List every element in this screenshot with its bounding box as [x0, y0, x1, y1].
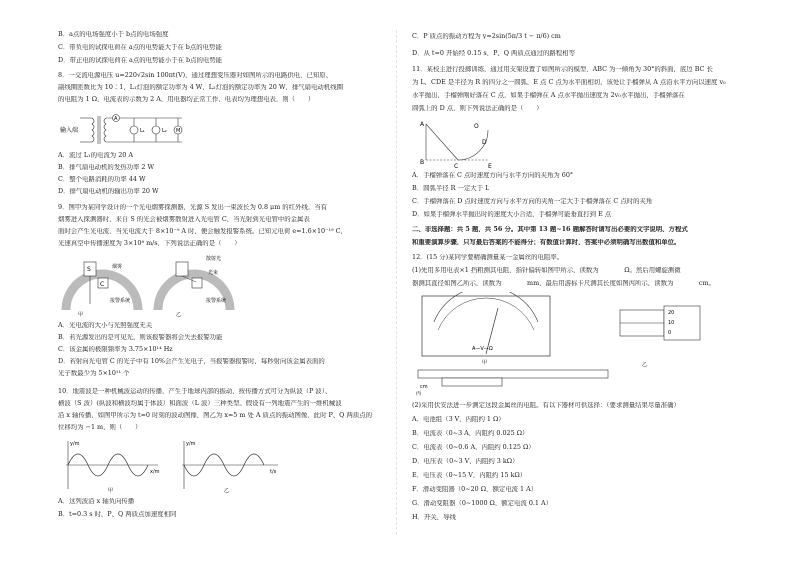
q11-stem-line: 为 L，CDE 是半径为 R 的四分之一圆弧，E 点 C 点为水平面相切，该处让手榴弹从 A 点沿水平方向以速度 v₀ — [412, 79, 726, 86]
svg-text:x/m: x/m — [150, 469, 160, 475]
svg-text:报警系统: 报警系统 — [206, 298, 227, 304]
q9-stem-line: 面时会产生光电流，当光电流大于 8×10⁻⁹ A 时，便会触发报警系统。已知元电荷 e=1.6×10⁻¹⁹ C， — [58, 228, 347, 235]
svg-text:甲: 甲 — [78, 312, 84, 318]
q9-option-c: C．该金属的极限频率为 3.75×10¹⁴ Hz — [58, 346, 173, 353]
q10-option-b: B．t=0.3 s 时，P、Q 两质点加速度相同 — [58, 511, 177, 518]
svg-text:y/m: y/m — [70, 441, 80, 447]
q12-stem-line: 12．(15 分)某同学要精确测量某一金属丝的电阻率。 — [412, 254, 564, 261]
svg-text:t/s: t/s — [270, 469, 277, 475]
wave-graph-2 — [182, 441, 278, 493]
q8-option-b: B．排气扇电动机的发热功率 2 W — [58, 164, 155, 171]
svg-text:甲: 甲 — [108, 488, 114, 493]
svg-text:0: 0 — [668, 330, 672, 336]
svg-text:A: A — [114, 116, 118, 122]
lamp-l2-symbol — [152, 126, 160, 134]
q11-option-d: D．如果手榴弹水平抛出时的速度大小合适，手榴弹可能垂直打到 E 点 — [412, 211, 612, 218]
svg-text:L₁: L₁ — [140, 128, 145, 134]
q10-stem-line: 横波（S 波）(纵波和横波均属于体波）和面波（L 波）三种类型。假设有一列地震产生的一维机械波 — [58, 400, 342, 407]
svg-text:A—V—Ω: A—V—Ω — [472, 346, 493, 352]
q9-option-b: B．若光源发出的是可见光，则该报警器将会失去报警功能 — [58, 334, 223, 341]
q7-option-d: D．带正电的试探电荷在 a点的电势能小于在 b点的电势能 — [58, 57, 223, 64]
q12-part2: (2)采用伏安法进一步测定这段金属丝的电阻。有以下器材可供选择：（要求测量结果尽量准确） — [412, 402, 680, 409]
q9-option-a: A．光电流的大小与光照强度无关 — [58, 322, 153, 329]
equipment-item: A．电池组（3 V，内阻约 1 Ω） — [412, 416, 505, 423]
q12-instruments-figure — [412, 292, 612, 396]
svg-text:甲: 甲 — [482, 360, 488, 366]
svg-text:20: 20 — [668, 310, 675, 316]
q10-stem-line: 位移均为 −1 m，则（ ） — [58, 424, 142, 431]
svg-text:E: E — [488, 163, 492, 170]
q8-stem-line: 的电阻为 1 Ω，电流表的示数为 2 A，用电器均正常工作，电表均为理想电表，则（ ） — [58, 96, 315, 103]
q10-stem-line: 沿 x 轴传播，如图甲所示为 t=0 时刻的波动图像，图乙为 x=5 m 处 A 质点的振动图像，此时 P、Q 两质点的 — [58, 412, 373, 419]
q9-smoke-detector-figure — [58, 254, 258, 318]
svg-text:A: A — [420, 121, 425, 128]
q11-stem-line: 水平抛出，手榴弹刚好落在 C 点，如果手榴弹在 A 点水平抛出速度为 2v₀水平抛出，手榴弹落在 — [412, 92, 685, 99]
svg-text:报警系统: 报警系统 — [110, 298, 131, 304]
q11-stem-line: 11．某校主进行投掷训练，通过用支架设置了如图所示的模型，ABC 为一倾角为 30°的斜面，底边 BC 长 — [412, 66, 713, 73]
svg-text:乙: 乙 — [176, 312, 182, 318]
svg-text:10: 10 — [668, 320, 675, 326]
svg-text:S: S — [87, 266, 91, 273]
svg-text:丙: 丙 — [416, 391, 422, 396]
svg-text:乙: 乙 — [642, 362, 648, 368]
svg-text:光束: 光束 — [208, 270, 219, 276]
q11-option-a: A．手榴弹落在 C 点时速度方向与水平方向的夹角为 60° — [412, 172, 574, 179]
q12-stem-line: 器测其直径如图乙所示，读数为________mm，最后用游标卡尺测其长度如图丙所示，读数为________cm。 — [412, 280, 715, 287]
q10-stem-line: 10．地震波是一种机械波运动的传播，产生于地球内部的振动，按传播方式可分为纵波（P 波）、 — [58, 388, 332, 395]
q10-option-c: C．P 质点的振动方程为 y=2sin(5π/3 t − π/6) cm — [412, 33, 561, 40]
section-2-heading-cont: 和重要演算步骤，只写最后答案的不能得分；有数值计算时，答案中必须明确写出数值和单位。 — [412, 239, 681, 246]
q9-stem-line: 烟雾进入探测器时，来自 S 的光会被烟雾散射进入光电管 C，当光射到光电管中的金属表 — [58, 216, 310, 223]
q10-option-d: D．从 t=0 开始经 0.15 s，P、Q 两质点通过的路程相等 — [412, 50, 575, 57]
svg-text:O: O — [474, 123, 479, 130]
svg-text:L₂: L₂ — [162, 128, 167, 134]
svg-text:D: D — [482, 139, 487, 146]
q8-stem-line: 副线圈匝数比为 10∶1，L₁灯泡的额定功率为 4 W，L₂灯泡的额定功率为 20 W，排气扇电动机线圈 — [58, 84, 343, 91]
q11-option-c: C．手榴弹落在 D 点时速度方向与水平方向的夹角一定大于手榴弹落在 C 点时的夹角 — [412, 198, 653, 205]
q10-option-a: A．这列波沿 x 轴负向传播 — [58, 498, 135, 505]
q8-circuit-figure — [58, 112, 188, 148]
equipment-item: H．开关，导线 — [412, 514, 456, 521]
equipment-item: C．电流表（0~0.6 A，内阻约 0.125 Ω） — [412, 444, 535, 451]
svg-text:B: B — [420, 159, 425, 166]
input-label: 输入端 — [60, 127, 79, 134]
q9-option-d: D．若射向光电管 C 的光子中有 10%会产生光电子，当报警器报警时，每秒射向该金属表面的 — [58, 358, 325, 365]
q8-option-c: C．整个电路消耗的功率 44 W — [58, 176, 146, 183]
equipment-item: E．电压表（0~15 V，内阻约 15 kΩ） — [412, 472, 527, 479]
caliper — [416, 370, 608, 396]
column-divider — [396, 30, 397, 535]
q12-stem-line: (1)先用多用电表×1 挡粗测其电阻，指针偏转如图甲所示，读数为________Ω。然后用螺旋测微 — [412, 267, 681, 274]
equipment-item: G．滑动变阻器（0~1000 Ω，额定电流 0.1 A） — [412, 500, 553, 507]
q9-stem-line: 9．图甲为某同学设计的一个光电烟雾探测器，光源 S 发出一束波长为 0.8 μm 的红外线，当有 — [58, 204, 328, 211]
lamp-l1-symbol — [130, 126, 138, 134]
q7-option-c: C．带负电的试探电荷在 a点的电势能大于在 b点的电势能 — [58, 44, 222, 51]
multimeter-dial — [422, 292, 550, 366]
section-2-heading: 二、非选择题：共 5 题，共 56 分。其中第 13 题~16 题解答时请写出必要的文字说明、方程式 — [412, 226, 688, 233]
svg-text:M: M — [176, 128, 181, 134]
q8-option-a: A．流过 L₁的电流为 20 A — [58, 152, 133, 159]
q9-stem-line: 光速真空中传播速度为 3×10⁸ m/s，下列说法正确的是（ ） — [58, 240, 241, 247]
equipment-item: D．电压表（0~3 V，内阻约 3 kΩ） — [412, 458, 519, 465]
equipment-item: F．滑动变阻器（0~20 Ω，额定电流 1 A） — [412, 486, 538, 493]
q11-slope-figure — [412, 114, 502, 170]
q11-option-b: B．圆弧半径 R 一定大于 L — [412, 185, 490, 192]
svg-text:y/m: y/m — [186, 441, 196, 447]
q10-wave-figure — [58, 437, 288, 493]
svg-text:C: C — [100, 281, 105, 288]
q7-option-b: B．a点的电场强度小于 b点的电场强度 — [58, 31, 169, 38]
wave-graph-1 — [66, 441, 160, 493]
svg-text:散射光: 散射光 — [206, 256, 222, 262]
q8-stem-line: 8．一交流电源电压 u=220√2sin 100πt(V)，通过理想变压器对如图所示的电路供电，已知原、 — [58, 72, 333, 79]
equipment-item: B．电流表（0~3 A，内阻约 0.025 Ω） — [412, 430, 529, 437]
svg-text:cm: cm — [420, 384, 428, 390]
svg-text:乙: 乙 — [224, 488, 230, 493]
q11-stem-line: 圆弧上的 D 点，则下列说法正确的是（ ） — [412, 105, 543, 112]
q8-option-d: D．排气扇电动机的输出功率 20 W — [58, 188, 159, 195]
micrometer-figure — [612, 292, 712, 370]
q9-option-d-cont: 光子数最少为 5×10¹¹ 个 — [58, 370, 130, 377]
svg-text:烟雾: 烟雾 — [112, 264, 123, 270]
svg-text:C: C — [454, 163, 459, 170]
